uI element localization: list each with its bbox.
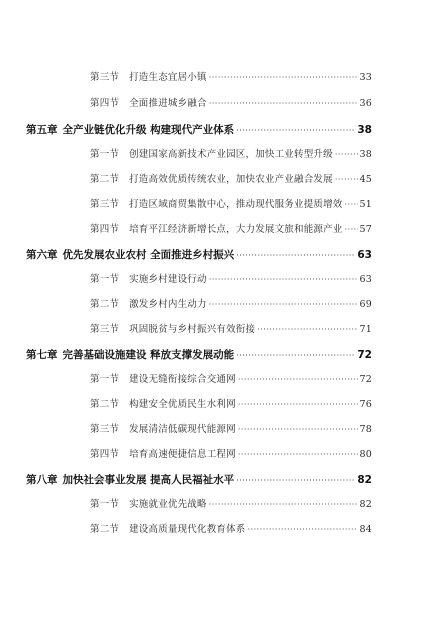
toc-entry-section[interactable] <box>54 299 372 311</box>
toc-entry-section[interactable] <box>54 424 372 436</box>
leader-dots <box>236 350 355 362</box>
section-title: 巩固脱贫与乡村振兴有效衔接 <box>129 324 256 335</box>
section-title: 构建安全优质民生水利网 <box>129 399 236 410</box>
leader-dots <box>335 174 358 186</box>
section-number: 第一节 <box>90 374 120 385</box>
page-number: 80 <box>359 449 372 460</box>
chapter-title: 加快社会事业发展 提高人民福祉水平 <box>62 474 235 486</box>
section-title: 培育高速便捷信息工程网 <box>129 449 236 460</box>
chapter-number: 第七章 <box>26 349 58 361</box>
section-number: 第一节 <box>90 274 120 285</box>
section-title: 实施乡村建设行动 <box>129 274 207 285</box>
toc-entry-chapter[interactable] <box>26 124 372 136</box>
section-title: 激发乡村内生动力 <box>129 299 207 310</box>
page-number: 84 <box>359 524 372 535</box>
section-title: 建设高质量现代化教育体系 <box>129 524 246 535</box>
page-number: 71 <box>359 324 372 335</box>
leader-dots <box>238 399 358 411</box>
toc-entry-section[interactable] <box>54 98 372 110</box>
section-title: 全面推进城乡融合 <box>129 98 207 109</box>
section-number: 第三节 <box>90 324 120 335</box>
chapter-title: 完善基础设施建设 释放支撑发展动能 <box>62 349 235 361</box>
section-number: 第二节 <box>90 524 120 535</box>
section-number: 第二节 <box>90 174 120 185</box>
section-number: 第三节 <box>90 424 120 435</box>
section-number: 第一节 <box>90 499 120 510</box>
leader-dots <box>238 424 358 436</box>
leader-dots <box>238 374 358 386</box>
section-number: 第二节 <box>90 399 120 410</box>
toc-entry-section[interactable] <box>54 524 372 536</box>
page-number: 72 <box>357 349 372 361</box>
page-number: 51 <box>359 199 372 210</box>
toc-entry-section[interactable] <box>54 149 372 161</box>
leader-dots <box>236 475 355 487</box>
section-title: 打造生态宜居小镇 <box>129 72 207 83</box>
chapter-number: 第六章 <box>26 249 58 261</box>
section-title: 发展清洁低碳现代能源网 <box>129 424 236 435</box>
page-number: 76 <box>359 399 372 410</box>
leader-dots <box>236 250 355 262</box>
toc-entry-chapter[interactable] <box>26 349 372 361</box>
section-title: 实施就业优先战略 <box>129 499 207 510</box>
toc-entry-section[interactable] <box>54 224 372 236</box>
page-number: 38 <box>357 124 372 136</box>
section-title: 打造高效优质传统农业，加快农业产业融合发展 <box>129 174 333 185</box>
section-number: 第一节 <box>90 149 120 160</box>
chapter-title: 全产业链优化升级 构建现代产业体系 <box>62 124 235 136</box>
leader-dots <box>345 224 358 236</box>
section-title: 建设无缝衔接综合交通网 <box>129 374 236 385</box>
page-number: 57 <box>359 224 372 235</box>
page-number: 82 <box>357 474 372 486</box>
page-number: 82 <box>359 499 372 510</box>
toc-entry-section[interactable] <box>54 72 372 84</box>
chapter-number: 第五章 <box>26 124 58 136</box>
section-number: 第四节 <box>90 98 120 109</box>
leader-dots <box>209 274 358 286</box>
page-number: 72 <box>359 374 372 385</box>
page-number: 63 <box>357 249 372 261</box>
table-of-contents <box>26 72 372 536</box>
page-number: 78 <box>359 424 372 435</box>
toc-entry-section[interactable] <box>54 449 372 461</box>
page-number: 38 <box>359 149 372 160</box>
leader-dots <box>209 499 358 511</box>
toc-entry-section[interactable] <box>54 499 372 511</box>
toc-entry-chapter[interactable] <box>26 474 372 486</box>
toc-entry-section[interactable] <box>54 324 372 336</box>
chapter-number: 第八章 <box>26 474 58 486</box>
leader-dots <box>335 149 358 161</box>
section-number: 第三节 <box>90 72 120 83</box>
section-title: 打造区域商贸集散中心，推动现代服务业提质增效 <box>129 199 343 210</box>
section-title: 创建国家高新技术产业园区，加快工业转型升级 <box>129 149 333 160</box>
leader-dots <box>209 98 358 110</box>
page-number: 63 <box>359 274 372 285</box>
page-number: 45 <box>359 174 372 185</box>
leader-dots <box>345 199 358 211</box>
toc-entry-section[interactable] <box>54 399 372 411</box>
page-number: 36 <box>359 98 372 109</box>
leader-dots <box>209 72 358 84</box>
toc-entry-section[interactable] <box>54 174 372 186</box>
section-number: 第四节 <box>90 449 120 460</box>
leader-dots <box>248 524 358 536</box>
section-number: 第二节 <box>90 299 120 310</box>
toc-entry-section[interactable] <box>54 274 372 286</box>
page-number: 69 <box>359 299 372 310</box>
section-number: 第四节 <box>90 224 120 235</box>
section-number: 第三节 <box>90 199 120 210</box>
chapter-title: 优先发展农业农村 全面推进乡村振兴 <box>62 249 235 261</box>
page-number: 33 <box>359 72 372 83</box>
leader-dots <box>236 125 355 137</box>
leader-dots <box>257 324 357 336</box>
section-title: 培育平江经济新增长点，大力发展文旅和能源产业 <box>129 224 343 235</box>
toc-entry-section[interactable] <box>54 199 372 211</box>
leader-dots <box>238 449 358 461</box>
toc-entry-chapter[interactable] <box>26 249 372 261</box>
toc-entry-section[interactable] <box>54 374 372 386</box>
leader-dots <box>209 299 358 311</box>
